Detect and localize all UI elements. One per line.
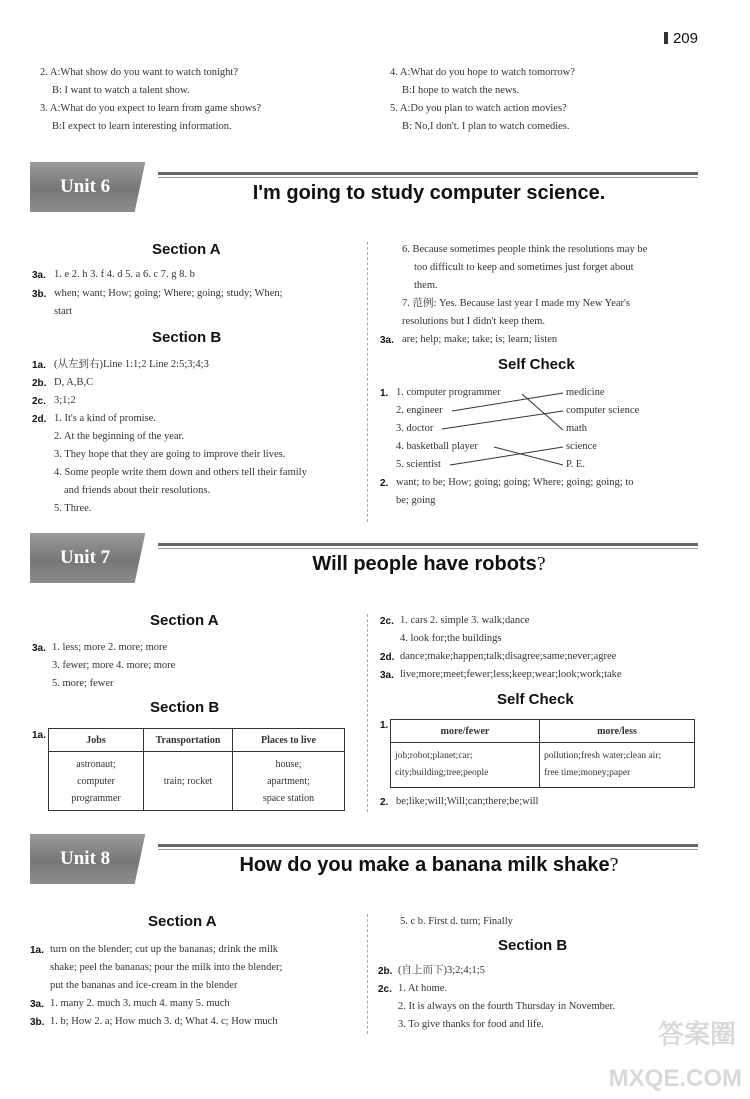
exercise-tag: 1a.: [32, 730, 46, 741]
answer-line: 1. many 2. much 3. much 4. many 5. much: [50, 998, 230, 1009]
table-row: [49, 752, 345, 811]
table-header: Transportation: [144, 729, 233, 752]
table-cell: job;robot;planet;car; city;building;tree;people: [391, 743, 540, 788]
answer-line: (自上而下)3;2;4;1;5: [398, 965, 485, 976]
answer-line: 1. cars 2. simple 3. walk;dance: [400, 615, 530, 626]
answer-line: when; want; How; going; Where; going; study; When;: [54, 288, 283, 299]
unit-8-header: [30, 834, 698, 884]
answer-line: live;more;meet;fewer;less;keep;wear;look;work;take: [400, 669, 622, 680]
section-heading: Section A: [148, 913, 217, 930]
exercise-tag: 2d.: [32, 414, 47, 425]
match-left-item: 1. computer programmer: [396, 387, 501, 398]
exercise-tag: 3a.: [380, 335, 394, 346]
exercise-tag: 1.: [380, 388, 389, 399]
exercise-tag: 2c.: [380, 616, 394, 627]
table-cell: pollution;fresh water;clean air; free time;money;paper: [540, 743, 695, 788]
watermark-cn: 答案圈: [657, 1019, 736, 1049]
table-header: more/fewer: [391, 720, 540, 743]
unit-label-box: [30, 533, 154, 583]
answer-line: and friends about their resolutions.: [64, 485, 211, 496]
match-left-item: 4. basketball player: [396, 441, 478, 452]
unit-label: Unit 6: [60, 176, 111, 197]
table-header: Jobs: [49, 729, 144, 752]
answer-line: 1. less; more 2. more; more: [52, 642, 168, 653]
table-cell: astronaut; computer programmer: [49, 752, 144, 811]
exercise-tag: 1.: [380, 720, 389, 731]
answer-line: 3. A:What do you expect to learn from game shows?: [40, 103, 262, 114]
exercise-tag: 1a.: [30, 945, 44, 956]
answer-line: (从左到右)Line 1:1;2 Line 2:5;3;4;3: [54, 359, 209, 370]
unit-title: How do you make a banana milk shake?: [239, 854, 619, 876]
section-heading: Self Check: [497, 691, 574, 708]
section-heading: Section B: [498, 937, 568, 954]
match-right-item: math: [566, 423, 587, 434]
answer-line: are; help; make; take; is; learn; listen: [402, 334, 558, 345]
table-header-row: [49, 729, 345, 752]
answer-line: 5. more; fewer: [52, 678, 114, 689]
self-check-table: [390, 719, 695, 788]
exercise-tag: 2b.: [32, 378, 47, 389]
match-left-item: 2. engineer: [396, 405, 443, 416]
answer-line: B:I expect to learn interesting information.: [52, 121, 232, 132]
section-heading: Section B: [150, 699, 220, 716]
answer-line: 3. fewer; more 4. more; more: [52, 660, 176, 671]
answer-line: turn on the blender; cut up the bananas; drink the milk: [50, 944, 279, 955]
answer-line: 1. b; How 2. a; How much 3. d; What 4. c; How much: [50, 1016, 278, 1027]
section-heading: Section A: [152, 241, 221, 258]
answer-line: too difficult to keep and sometimes just forget about: [414, 262, 634, 273]
answer-line: dance;make;happen;talk;disagree;same;never;agree: [400, 651, 617, 662]
exercise-tag: 3b.: [32, 289, 47, 300]
unit-title: I'm going to study computer science.: [252, 182, 606, 204]
unit-title: Will people have robots?: [312, 553, 546, 575]
section-heading: Self Check: [498, 356, 575, 373]
answer-line: 6. Because sometimes people think the resolutions may be: [402, 244, 648, 255]
match-right-item: P. E.: [566, 459, 585, 470]
answer-line: 7. 范例: Yes. Because last year I made my New Year's: [402, 298, 630, 309]
answer-line: B: No,I don't. I plan to watch comedies.: [402, 121, 570, 132]
table-header: more/less: [540, 720, 695, 743]
match-left-item: 3. doctor: [396, 423, 434, 434]
answer-line: be;like;will;Will;can;there;be;will: [396, 796, 539, 807]
answer-line: B:I hope to watch the news.: [402, 85, 520, 96]
exercise-tag: 2d.: [380, 652, 395, 663]
exercise-tag: 2c.: [32, 396, 46, 407]
exercise-tag: 3a.: [30, 999, 44, 1010]
answer-line: 1. e 2. h 3. f 4. d 5. a 6. c 7. g 8. b: [54, 269, 195, 280]
table-header-row: [391, 720, 695, 743]
unit-label: Unit 7: [60, 547, 111, 568]
section-heading: Section A: [150, 612, 219, 629]
answer-line: 3. They hope that they are going to improve their lives.: [54, 449, 286, 460]
answer-line: 3;1;2: [54, 395, 76, 406]
exercise-tag: 2c.: [378, 984, 392, 995]
answer-line: 1. It's a kind of promise.: [54, 413, 156, 424]
match-right-item: medicine: [566, 387, 605, 398]
answer-line: B: I want to watch a talent show.: [52, 85, 190, 96]
answer-line: be; going: [396, 495, 436, 506]
answer-line: 4. A:What do you hope to watch tomorrow?: [390, 67, 575, 78]
answer-line: shake; peel the bananas; pour the milk into the blender;: [50, 962, 283, 973]
answer-line: start: [54, 306, 73, 317]
exercise-tag: 3b.: [30, 1017, 45, 1028]
answer-line: 5. A:Do you plan to watch action movies?: [390, 103, 567, 114]
answer-line: 2. It is always on the fourth Thursday in November.: [398, 1001, 616, 1012]
answer-line: 4. Some people write them down and others tell their family: [54, 467, 307, 478]
answer-line: 2. A:What show do you want to watch tonight?: [40, 67, 239, 78]
exercise-tag: 2.: [380, 797, 389, 808]
exercise-tag: 1a.: [32, 360, 46, 371]
answer-line: D, A,B,C: [54, 377, 94, 388]
answer-line: want; to be; How; going; going; Where; going; going; to: [396, 477, 634, 488]
answer-line: 2. At the beginning of the year.: [54, 431, 185, 442]
exercise-tag: 3a.: [32, 270, 46, 281]
unit-label-box: [30, 834, 154, 884]
exercise-tag: 3a.: [380, 670, 394, 681]
exercise-tag: 2b.: [378, 966, 393, 977]
match-right-item: computer science: [566, 405, 640, 416]
answer-line: 3. To give thanks for food and life.: [398, 1019, 544, 1030]
answer-line: 1. At home.: [398, 983, 447, 994]
table-cell: house; apartment; space station: [233, 752, 345, 811]
answer-line: 4. look for;the buildings: [400, 633, 502, 644]
section-heading: Section B: [152, 329, 222, 346]
answer-line: 5. c b. First d. turn; Finally: [400, 916, 513, 927]
watermark: MXQE.COM: [608, 1065, 742, 1092]
unit-7-header: [30, 533, 698, 583]
table-cell: train; rocket: [144, 752, 233, 811]
exercise-tag: 3a.: [32, 643, 46, 654]
answer-line: them.: [414, 280, 438, 291]
table-row: [391, 743, 695, 788]
answer-line: put the bananas and ice-cream in the blender: [50, 980, 238, 991]
column-divider: [367, 614, 368, 812]
unit-label: Unit 8: [60, 848, 111, 869]
exercise-tag: 2.: [380, 478, 389, 489]
page-number: 209: [664, 30, 698, 47]
column-divider: [367, 914, 368, 1034]
match-left-item: 5. scientist: [396, 459, 441, 470]
match-right-item: science: [566, 441, 597, 452]
answer-line: 5. Three.: [54, 503, 92, 514]
answer-table: [48, 728, 345, 811]
table-header: Places to live: [233, 729, 345, 752]
answer-line: resolutions but I didn't keep them.: [402, 316, 546, 327]
